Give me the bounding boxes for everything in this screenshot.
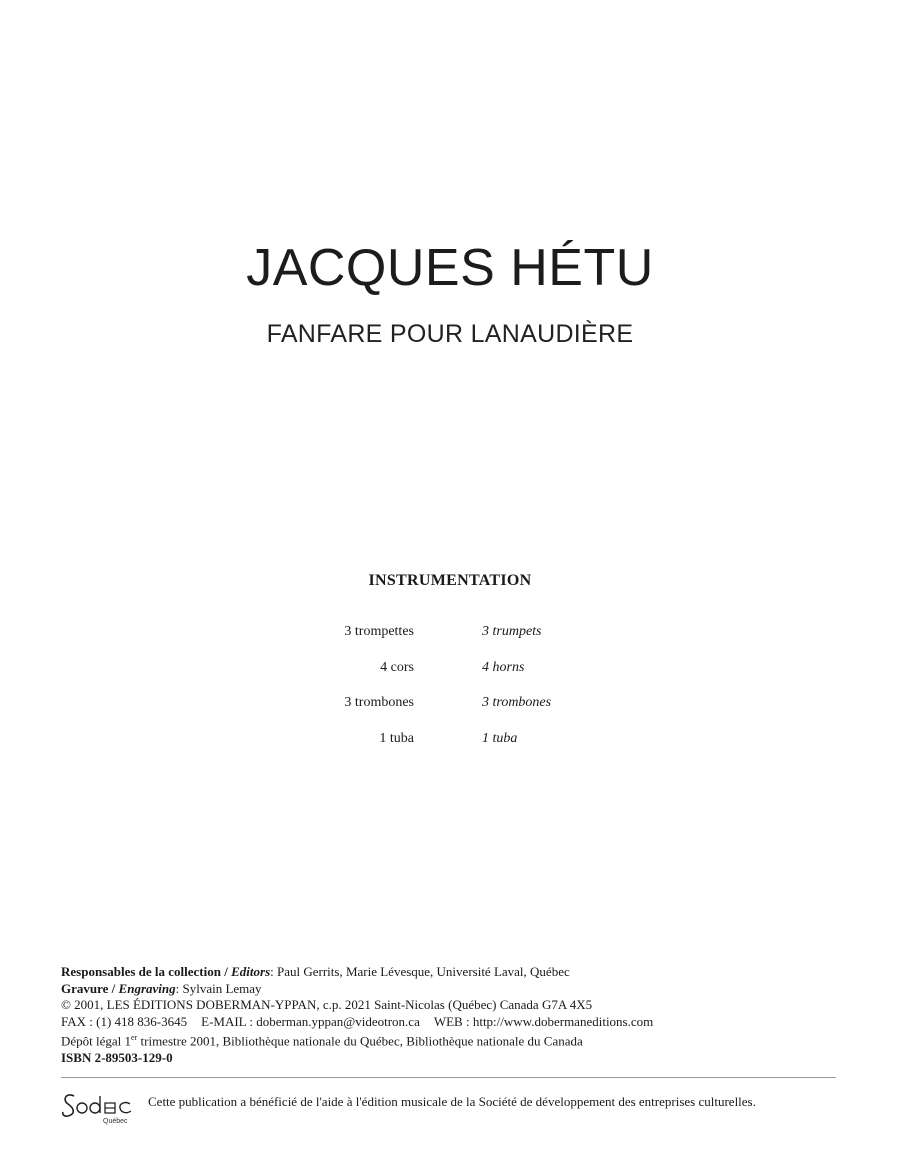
contact-line: [61, 1014, 841, 1031]
instrument-fr: 4 cors: [380, 660, 414, 675]
label-separator: /: [108, 980, 119, 996]
instrument-row: [0, 695, 900, 715]
instrument-fr: 3 trompettes: [344, 624, 414, 639]
fax-text: FAX : (1) 418 836-3645: [61, 1013, 188, 1029]
instrument-en: 3 trumpets: [482, 624, 542, 639]
instrument-fr: 3 trombones: [344, 695, 414, 710]
web-text: WEB : http://www.dobermaneditions.com: [433, 1013, 654, 1029]
sodec-logo: [60, 1086, 144, 1128]
depot-after: trimestre 2001, Bibliothèque nationale du Québec, Bibliothèque nationale du Canada: [137, 1033, 583, 1049]
isbn-line: ISBN 2-89503-129-0: [61, 1050, 173, 1066]
engraving-value: : Sylvain Lemay: [175, 980, 262, 996]
instrument-en: 3 trombones: [482, 695, 552, 710]
footer-divider: [61, 1077, 836, 1078]
email-text: E-MAIL : doberman.yppan@videotron.ca: [201, 1013, 420, 1029]
editors-label-fr: Responsables de la collection: [61, 964, 221, 979]
label-separator: /: [220, 964, 232, 979]
support-notice: Cette publication a bénéficié de l'aide à l'édition musicale de la Société de développement des entreprises culturelles.: [148, 1094, 756, 1109]
instrument-row: [0, 660, 900, 680]
instrument-row: [0, 624, 900, 644]
credits-block: [61, 964, 841, 1067]
engraving-label-fr: Gravure: [61, 980, 109, 996]
instrument-en: 1 tuba: [482, 731, 518, 746]
copyright-line: © 2001, LES ÉDITIONS DOBERMAN-YPPAN, c.p. 2021 Saint-Nicolas (Québec) Canada G7A 4X5: [61, 997, 593, 1013]
depot-superscript: er: [131, 1033, 138, 1043]
legal-deposit-line: [61, 1030, 841, 1050]
depot-before: Dépôt légal 1: [61, 1033, 132, 1049]
instrument-fr: 1 tuba: [379, 731, 414, 746]
editors-label-en: Editors: [231, 964, 271, 979]
instrumentation-heading: INSTRUMENTATION: [368, 572, 532, 589]
engraving-label-en: Engraving: [118, 980, 176, 996]
work-title: FANFARE POUR LANAUDIÈRE: [266, 320, 634, 348]
engraving-line: [61, 981, 841, 998]
sodec-subtext: Québec: [103, 1118, 128, 1125]
instrument-en: 4 horns: [482, 660, 525, 675]
editors-line: [61, 964, 841, 981]
instrument-row: [0, 731, 900, 751]
editors-value: : Paul Gerrits, Marie Lévesque, Université Laval, Québec: [270, 964, 570, 979]
composer-name: JACQUES HÉTU: [246, 239, 654, 297]
